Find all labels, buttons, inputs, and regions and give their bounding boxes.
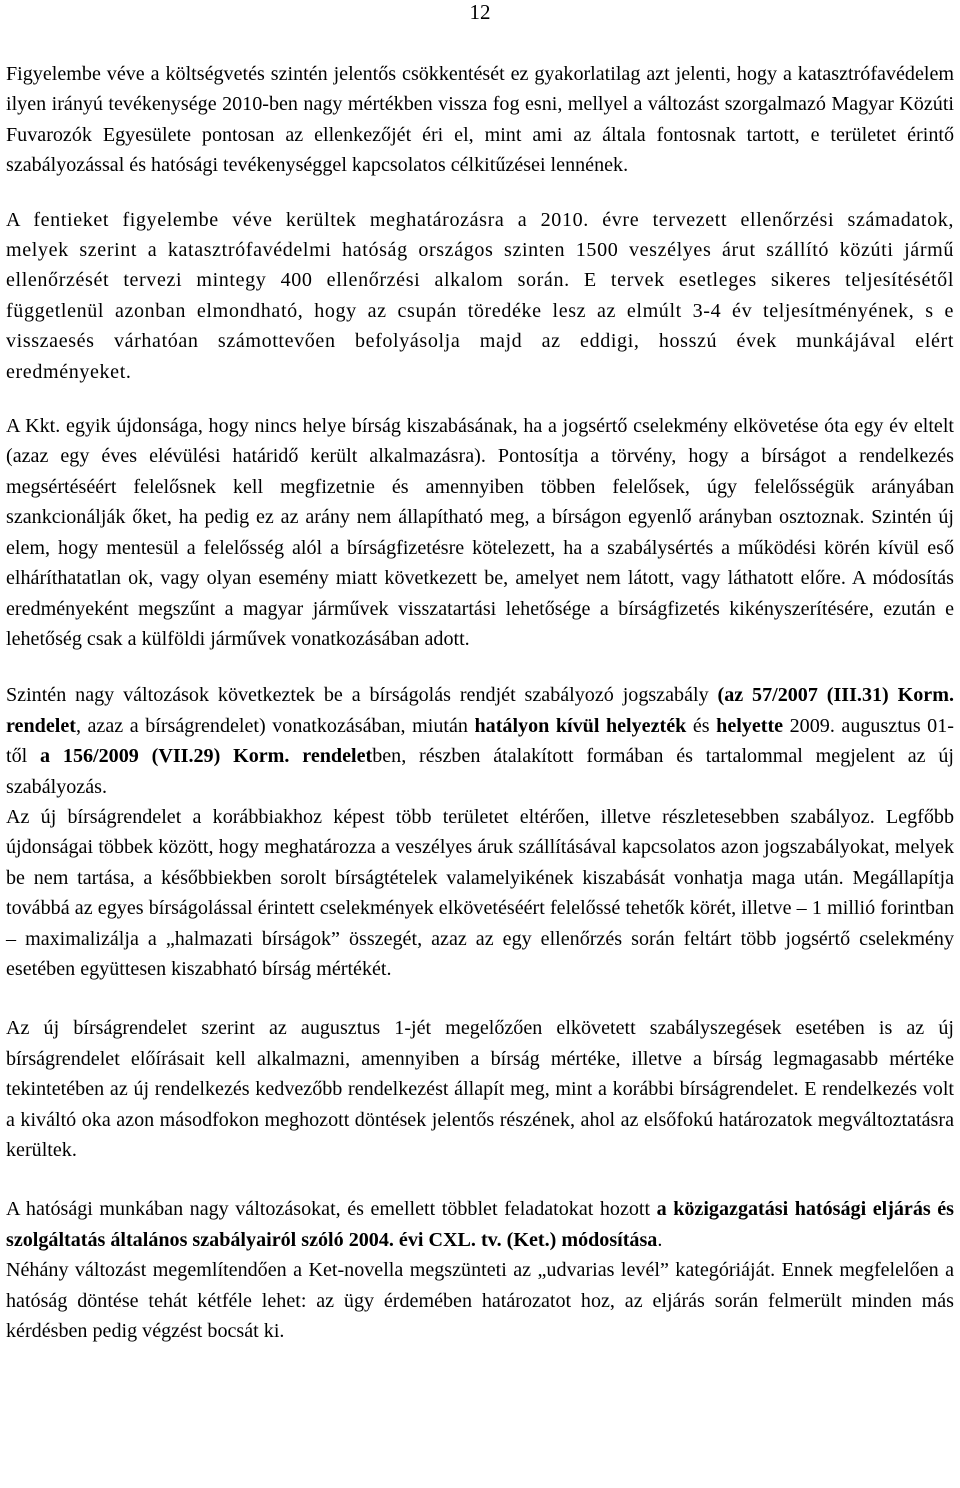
paragraph-retroactive-application: Az új bírságrendelet szerint az augusztus 1-jét megelőzően elkövetett szabályszegések esetében is az új bírságrendelet előírásait kell alkalmazni, amennyiben a bírság mértéke, illetve a bírság legmagasabb mértéke tekintetében az új rendelkezés kedvezőbb rendelkezést állapít meg, mint a korábbi bírságrendelet. E rendelkezés volt a kiváltó oka azon másodfokon meghozott döntések jelentős részének, ahol az elsőfokú határozatok megváltoztatásra kerültek. (6, 1017, 954, 1161)
paragraph-ket-novella: Néhány változást megemlítendően a Ket-novella megszünteti az „udvarias levél” kategóriáját. Ennek megfelelően a hatóság döntése tehát kétféle lehet: az ügy érdemében határozatot hoz, az eljárás során felmerült minden más kérdésben pedig végzést bocsát ki. (6, 1259, 954, 1343)
fine-regulation-text-4: 2009. augusztus 01-től (6, 714, 954, 768)
fine-regulation-new-decree: a 156/2009 (VII.29) Korm. rendelet (40, 745, 373, 768)
document-body (6, 59, 954, 1346)
paragraph-new-fine-decree: Az új bírságrendelet a korábbiakhoz képest több területet eltérően, illetve részletesebben szabályoz. Legfőbb újdonságai többek között, hogy meghatározza a veszélyes áruk szállításával kapcsolatos azon jogszabályokat, melyek be nem tartása, a későbbiekben sorolt bírságtételek valamelyikének kiszabását vonhatja maga után. Megállapítja továbbá az egyes bírságolással érintett cselekmények elkövetéséért felelőssé tehetők körét, illetve – 1 millió forintban – maximalizálja a „halmazati bírságok” összegét, azaz az egy ellenőrzés során feltárt több jogsértő cselekmény esetében együttesen kiszabható bírság mértékét. (6, 805, 954, 980)
paragraph-ket-amendment (6, 1194, 954, 1255)
fine-regulation-text-2: , azaz a bírságrendelet) vonatkozásában, miután (75, 714, 475, 737)
ket-amendment-text-1: A hatósági munkában nagy változásokat, és emellett többlet feladatokat hozott (6, 1198, 657, 1221)
fine-regulation-text-5: ben, részben átalakított formában és tartalommal megjelent az új szabályozás. (6, 745, 954, 798)
fine-regulation-text-3: és (686, 714, 717, 737)
fine-regulation-old-decree: (az 57/2007 (III.31) Korm. rendelet (6, 684, 954, 737)
fine-regulation-text-1: Szintén nagy változások következtek be a bírságolás rendjét szabályozó jogszabály (6, 684, 718, 707)
paragraph-inspection-plan: A fentieket figyelembe véve kerültek meghatározásra a 2010. évre tervezett ellenőrzési számadatok, melyek szerint a katasztrófavédelmi hatóság országos szinten 1500 veszélyes árut szállító közúti jármű ellenőrzését tervezi mintegy 400 ellenőrzési alkalom során. E tervek esetleges sikeres teljesítésétől függetlenül azonban elmondható, hogy az csupán töredéke lesz az elmúlt 3-4 év teljesítményének, s e visszaesés várhatóan számottevően befolyásolja majd az eddigi, hosszú évek munkájával elért eredményeket. (6, 208, 954, 383)
page-number: 12 (469, 0, 491, 24)
paragraph-kkt-novelty: A Kkt. egyik újdonsága, hogy nincs helye bírság kiszabásának, ha a jogsértő cselekmény elkövetése óta egy év eltelt (azaz egy éves elévülési határidő került alkalmazásra). Pontosítja a törvény, hogy a bírságot a rendelkezés megsértéséért felelősnek kell megfizetnie és amennyiben többen felelősek, úgy felelősségük arányában szankcionálják őket, ha pedig ez az arány nem állapítható meg, a bírságon egyenlő arányban osztoznak. Szintén új elem, hogy mentesül a felelősség alól a bírságfizetésre kötelezett, ha a szabálysértés a működési körén kívül eső elháríthatatlan ok, vagy olyan esemény miatt következett be, amelyet nem látott, vagy láthatott előre. A módosítás eredményeként megszűnt a magyar járművek visszatartási lehetősége a bírságfizetés kikényszerítésére, ezután e lehetőség csak a külföldi járművek vonatkozásában adott. (6, 415, 954, 650)
ket-amendment-text-2: . (657, 1228, 663, 1251)
ket-amendment-law-title: a közigazgatási hatósági eljárás és szolgáltatás általános szabályairól szóló 2004. évi CXL. tv. (Ket.) módosítása (6, 1198, 954, 1251)
paragraph-budget: Figyelembe véve a költségvetés szintén jelentős csökkentését ez gyakorlatilag azt jelenti, hogy a katasztrófavédelem ilyen irányú tevékenysége 2010-ben nagy mértékben vissza fog esni, mellyel a változást szorgalmazó Magyar Közúti Fuvarozók Egyesülete pontosan az ellenkezőjét éri el, mint ami az általa fontosnak tartott, e területet érintő szabályozással és hatósági tevékenységgel kapcsolatos célkitűzései lennének. (6, 63, 954, 177)
fine-regulation-repealed: hatályon kívül helyezték (474, 714, 687, 737)
paragraph-fine-regulation (6, 680, 954, 802)
fine-regulation-instead: helyette (716, 714, 784, 737)
